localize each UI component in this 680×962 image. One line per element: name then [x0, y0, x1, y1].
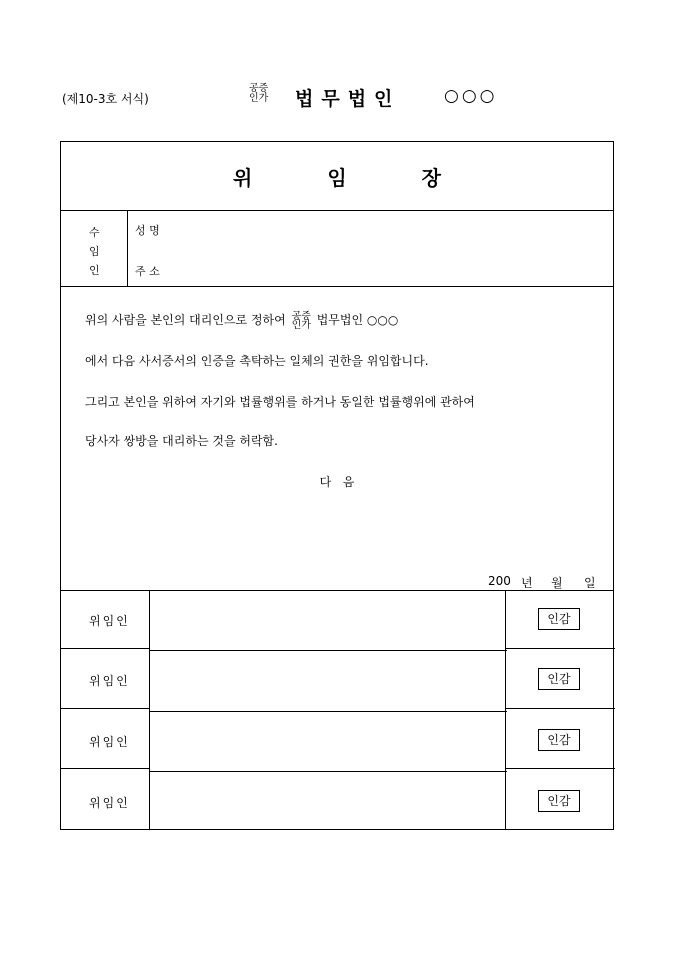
date-day-label: 일	[584, 576, 596, 590]
divider	[61, 708, 149, 709]
divider	[149, 590, 150, 830]
document-title: 위 임 장	[233, 166, 475, 190]
certification-prefix-inline: 공증 인가	[291, 310, 311, 331]
form-number: (제10-3호 서식)	[62, 92, 149, 106]
delegator-label: 위임인	[89, 614, 130, 628]
delegator-label: 위임인	[89, 735, 130, 749]
recipient-label: 수 임 인	[89, 226, 100, 277]
firm-title: 법무법인	[295, 88, 401, 110]
divider	[61, 590, 613, 591]
divider	[127, 210, 128, 286]
power-of-attorney-form	[60, 141, 614, 830]
seal-box: 인감	[538, 668, 580, 690]
body-line-4: 당사자 쌍방을 대리하는 것을 허락함.	[85, 434, 278, 448]
certification-prefix	[249, 84, 268, 104]
date-year: 200	[488, 574, 511, 588]
body-line-1: 위의 사람을 본인의 대리인으로 정하여 공증 인가 법무법인 ○○○	[85, 310, 399, 331]
delegator-label: 위임인	[89, 796, 130, 810]
name-label: 성 명	[135, 224, 160, 237]
next-heading: 다 음	[319, 475, 355, 489]
divider	[505, 590, 506, 830]
divider	[505, 768, 615, 769]
seal-box: 인감	[538, 729, 580, 751]
divider	[61, 210, 613, 211]
prefix-bottom: 인가	[249, 93, 269, 104]
divider	[61, 648, 149, 649]
address-label: 주 소	[135, 265, 160, 278]
divider	[149, 650, 507, 651]
date-year-label: 년	[521, 576, 533, 590]
divider	[505, 708, 615, 709]
seal-box: 인감	[538, 608, 580, 630]
delegator-label: 위임인	[89, 674, 130, 688]
divider	[61, 286, 613, 287]
divider	[61, 768, 149, 769]
firm-name-placeholder: ○○○	[444, 86, 498, 106]
divider	[505, 648, 615, 649]
body-line-3: 그리고 본인을 위하여 자기와 법률행위를 하거나 동일한 법률행위에 관하여	[85, 395, 475, 409]
prefix-top: 공증	[249, 83, 269, 94]
divider	[149, 771, 507, 772]
divider	[149, 711, 507, 712]
date-month-label: 월	[551, 576, 563, 590]
body-line-2: 에서 다음 사서증서의 인증을 촉탁하는 일체의 권한을 위임합니다.	[85, 354, 429, 368]
seal-box: 인감	[538, 790, 580, 812]
